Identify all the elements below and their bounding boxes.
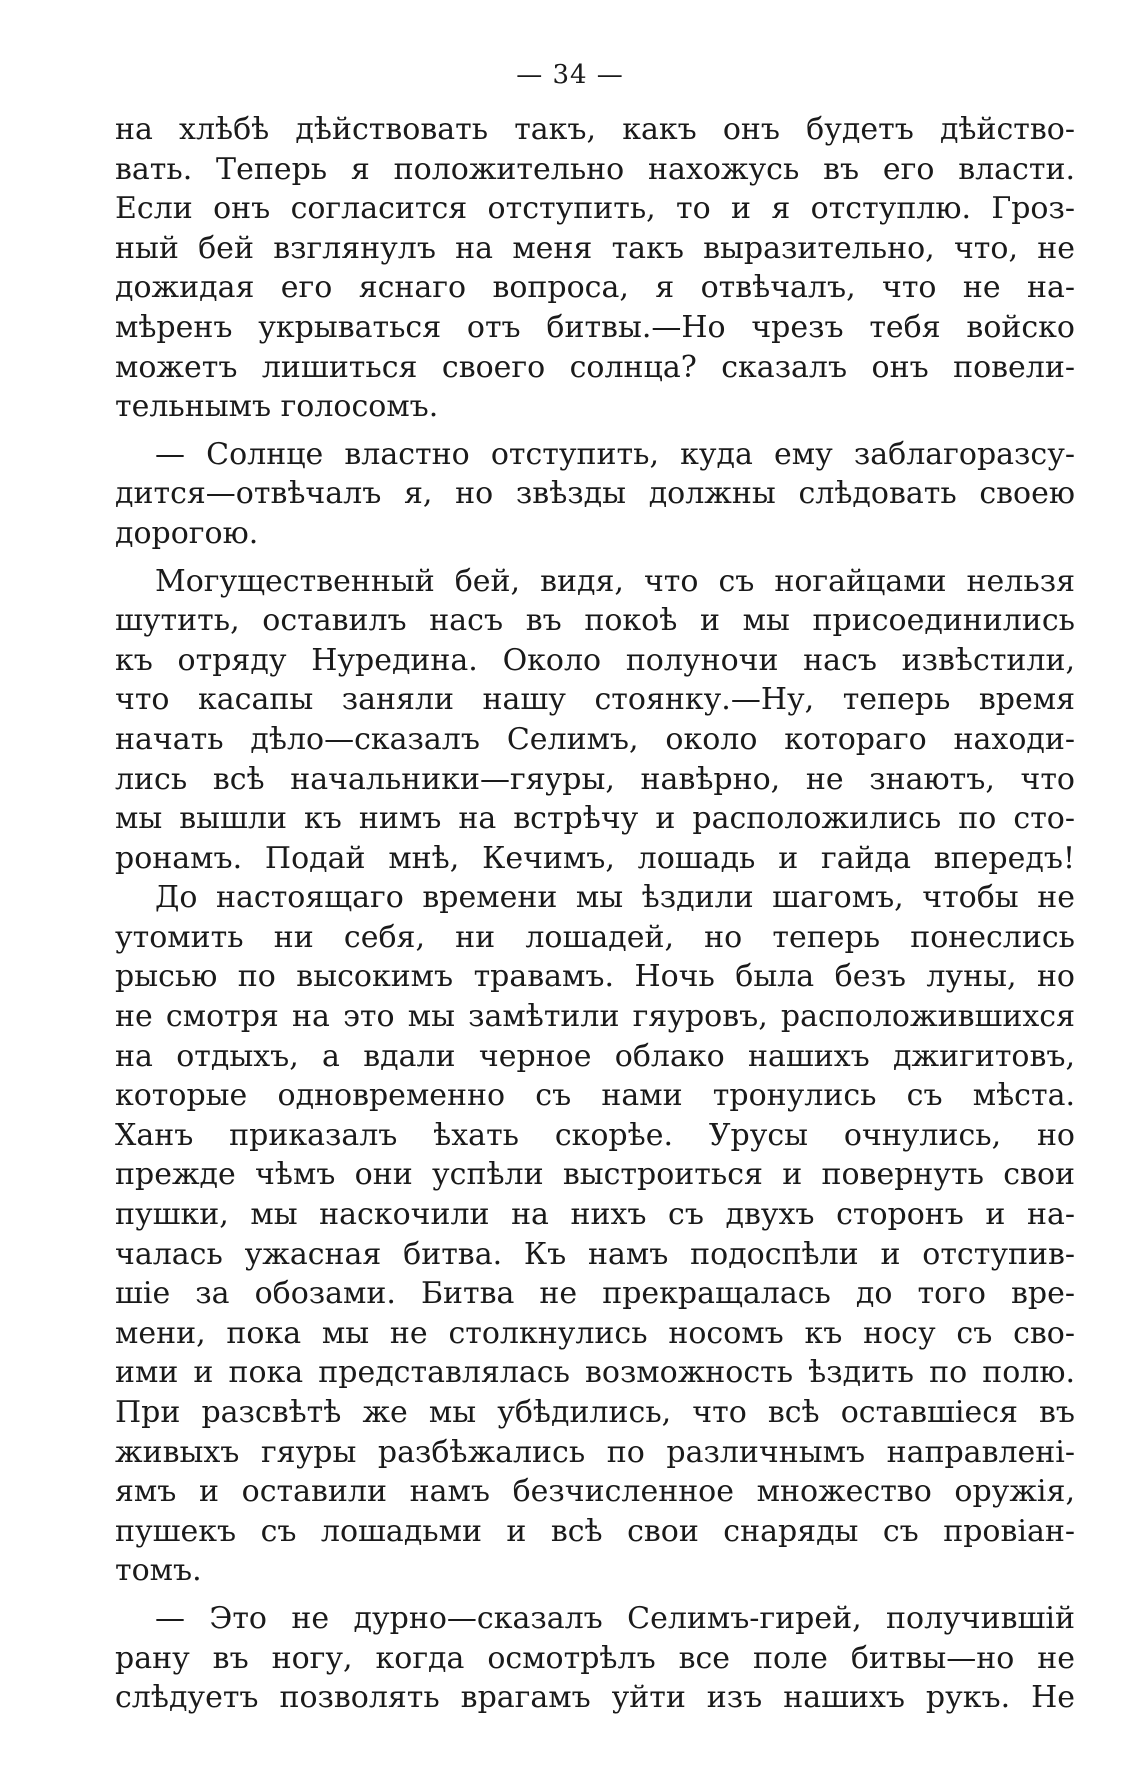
text-line: мени, пока мы не столкнулись носомъ къ носу съ сво- — [115, 1315, 1075, 1351]
text-line: слѣдуетъ позволять врагамъ уйти изъ нашихъ рукъ. Не — [115, 1680, 1075, 1716]
text-line: что касапы заняли нашу стоянку.—Ну, теперь время — [115, 682, 1075, 718]
text-line: вать. Теперь я положительно нахожусь въ его власти. — [115, 151, 1075, 187]
text-line: — Это не дурно—сказалъ Селимъ-гирей, получившій — [155, 1600, 1075, 1636]
text-line: начать дѣло—сказалъ Селимъ, около котораго находи- — [115, 721, 1075, 757]
text-line: рысью по высокимъ травамъ. Ночь была безъ луны, но — [115, 959, 1075, 995]
text-line: рану въ ногу, когда осмотрѣлъ все поле битвы—но не — [115, 1640, 1075, 1676]
text-line: томъ. — [115, 1553, 202, 1589]
text-line: живыхъ гяуры разбѣжались по различнымъ направленi- — [115, 1434, 1075, 1470]
text-line: При разсвѣтѣ же мы убѣдились, что всѣ оставшіеся въ — [115, 1395, 1075, 1430]
text-line: мы вышли къ нимъ на встрѣчу и расположились по сто- — [115, 801, 1075, 837]
text-line: ямъ и оставили намъ безчисленное множество оружія, — [115, 1474, 1075, 1510]
text-line: Могущественный бей, видя, что съ ногайцами нельзя — [155, 563, 1075, 599]
text-line: на отдыхъ, а вдали черное облако нашихъ джигитовъ, — [115, 1038, 1075, 1074]
text-line: ими и пока представлялась возможность ѣздить по полю. — [115, 1355, 1075, 1391]
text-line: пушекъ съ лошадьми и всѣ свои снаряды съ провіан- — [115, 1513, 1075, 1549]
text-line: не смотря на это мы замѣтили гяуровъ, расположившихся — [115, 999, 1075, 1035]
text-line: тельнымъ голосомъ. — [115, 389, 439, 425]
text-line: дится—отвѣчалъ я, но звѣзды должны слѣдовать своею — [115, 476, 1075, 512]
text-line: Если онъ согласится отступить, то и я отступлю. Гроз- — [115, 191, 1075, 227]
text-line: дожидая его яснаго вопроса, я отвѣчалъ, что не на- — [115, 270, 1075, 306]
text-line: можетъ лишиться своего солнца? сказалъ онъ повели- — [115, 349, 1075, 385]
text-line: — Солнце властно отступить, куда ему заблагоразсу- — [155, 436, 1075, 472]
text-line: лись всѣ начальники—гяуры, навѣрно, не знаютъ, что — [115, 761, 1075, 797]
text-line: утомить ни себя, ни лошадей, но теперь понеслись — [115, 919, 1075, 955]
page-number: — 34 — — [516, 60, 624, 90]
text-line: чалась ужасная битва. Къ намъ подоспѣли и отступив- — [115, 1236, 1075, 1272]
body-text — [115, 110, 1075, 1718]
text-line: ный бей взглянулъ на меня такъ выразительно, что, не — [115, 230, 1075, 266]
text-line: пушки, мы наскочили на нихъ съ двухъ сторонъ и на- — [115, 1197, 1075, 1233]
text-line: шутить, оставилъ насъ въ покоѣ и мы присоединились — [115, 603, 1075, 639]
text-line: До настоящаго времени мы ѣздили шагомъ, чтобы не — [155, 880, 1075, 916]
text-line: Ханъ приказалъ ѣхать скорѣе. Урусы очнулись, но — [115, 1117, 1075, 1153]
text-line: ронамъ. Подай мнѣ, Кечимъ, лошадь и гайда впередъ! — [115, 840, 1075, 876]
text-line: прежде чѣмъ они успѣли выстроиться и повернуть свои — [115, 1157, 1075, 1193]
text-line: дорогою. — [115, 515, 259, 551]
text-line: на хлѣбѣ дѣйствовать такъ, какъ онъ будетъ дѣйство- — [115, 112, 1075, 147]
text-line: шіе за обозами. Битва не прекращалась до того вре- — [115, 1276, 1075, 1312]
text-line: къ отряду Нуредина. Около полуночи насъ извѣстили, — [115, 642, 1075, 678]
text-line: мѣренъ укрываться отъ битвы.—Но чрезъ тебя войско — [115, 309, 1075, 345]
text-line: которые одновременно съ нами тронулись съ мѣста. — [115, 1078, 1075, 1114]
